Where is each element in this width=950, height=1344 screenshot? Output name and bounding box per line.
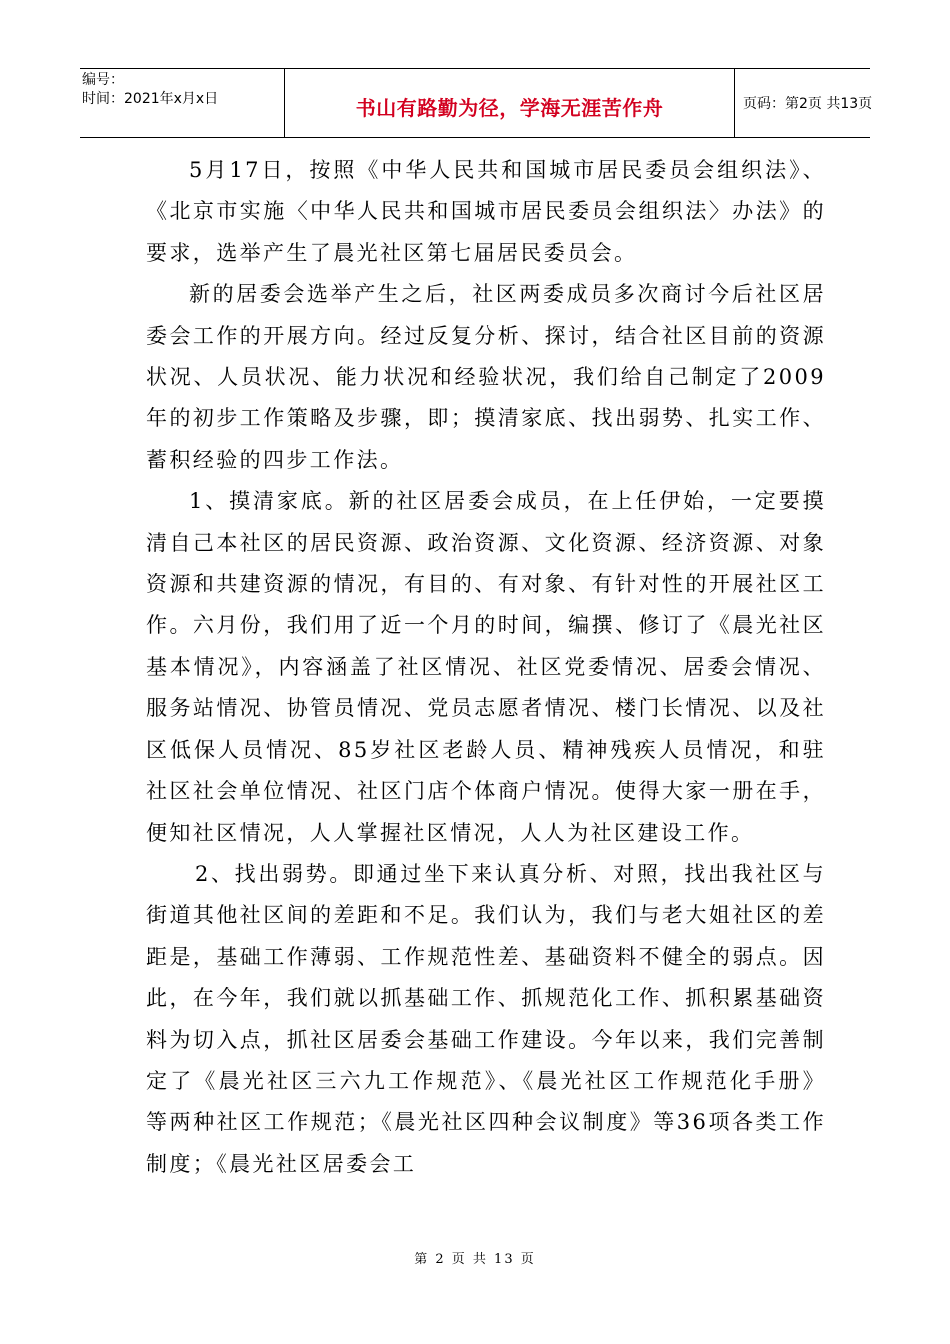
paragraph-step-one: 1、摸清家底。新的社区居委会成员，在上任伊始，一定要摸清自己本社区的居民资源、政治资源、文化资源、经济资源、对象资源和共建资源的情况，有目的、有对象、有针对性的开展社区工作。六月份，我们用了近一个月的时间，编撰、修订了《晨光社区基本情况》，内容涵盖了社区情况、社区党委情况、居委会情况、服务站情况、协管员情况、党员志愿者情况、楼门长情况、以及社区低保人员情况、85岁社区老龄人员、精神残疾人员情况，和驻社区社会单位情况、社区门店个体商户情况。使得大家一册在手，便知社区情况，人人掌握社区情况，人人为社区建设工作。 [146,489,826,845]
header-motto: 书山有路勤为径，学海无涯苦作舟 [355,95,664,120]
paragraph-strategy: 新的居委会选举产生之后，社区两委成员多次商讨今后社区居委会工作的开展方向。经过反复分析、探讨，结合社区目前的资源状况、人员状况、能力状况和经验状况，我们给自己制定了2009年的初步工作策略及步骤，即；摸清家底、找出弱势、扎实工作、蓄积经验的四步工作法。 [146,282,826,472]
header-motto-cell [285,69,735,137]
paragraph-election: 5月17日，按照《中华人民共和国城市居民委员会组织法》、《北京市实施〈中华人民共和国城市居民委员会组织法〉办法》的要求，选举产生了晨光社区第七届居民委员会。 [146,158,826,265]
page-footer [0,1248,950,1267]
header-page-cell [735,69,873,137]
header-page-label: 页码：第2页 共13页 [743,96,873,112]
document-code-label: 编号： [82,72,124,88]
header-meta [80,69,285,137]
footer-page-number: 第 2 页 共 13 页 [414,1252,536,1267]
document-body [146,150,826,1185]
document-time-label: 时间：2021年x月x日 [82,91,219,107]
paragraph-step-two: 2、找出弱势。即通过坐下来认真分析、对照，找出我社区与街道其他社区间的差距和不足。我们认为，我们与老大姐社区的差距是，基础工作薄弱、工作规范性差、基础资料不健全的弱点。因此，在今年，我们就以抓基础工作、抓规范化工作、抓积累基础资料为切入点，抓社区居委会基础工作建设。今年以来，我们完善制定了《晨光社区三六九工作规范》、《晨光社区工作规范化手册》等两种社区工作规范；《晨光社区四种会议制度》等36项各类工作制度；《晨光社区居委会工 [146,861,826,1176]
page-header [80,68,873,138]
